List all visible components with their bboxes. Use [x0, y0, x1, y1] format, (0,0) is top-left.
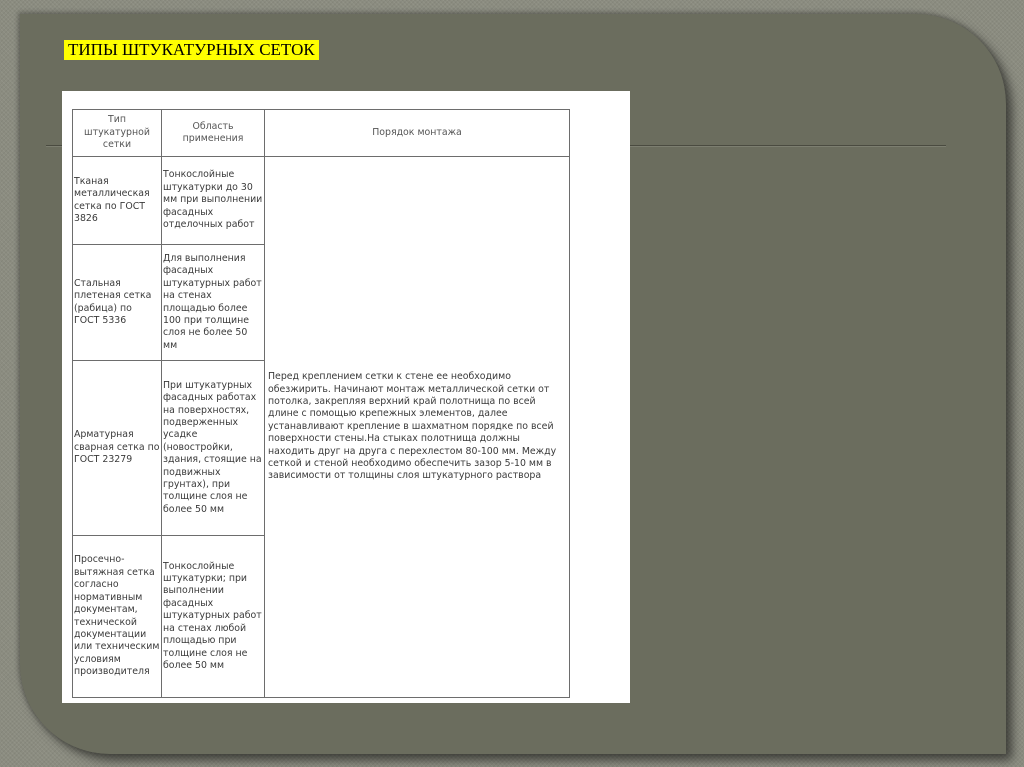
slide-title: ТИПЫ ШТУКАТУРНЫХ СЕТОК [64, 40, 319, 60]
cell-mesh-type: Тканая металлическая сетка по ГОСТ 3826 [73, 157, 162, 245]
table-header-row [73, 110, 570, 157]
table-row [73, 157, 570, 245]
header-application: Область применения [162, 110, 265, 157]
cell-mesh-type: Стальная плетеная сетка (рабица) по ГОСТ 5336 [73, 245, 162, 361]
cell-application: При штукатурных фасадных работах на поверхностях, подверженных усадке (новостройки, здания, стоящие на подвижных грунтах), при толщине слоя не более 50 мм [162, 361, 265, 536]
cell-application: Тонкослойные штукатурки; при выполнении фасадных штукатурных работ на стенах любой площадью при толщине слоя не более 50 мм [162, 536, 265, 698]
cell-installation: Перед креплением сетки к стене ее необходимо обезжирить. Начинают монтаж металлической сетки от потолка, закрепляя верхний край полотнища по всей длине с помощью крепежных элементов, далее устанавливают крепление в шахматном порядке по всей поверхности стены.На стыках полотнища должны находить друг на друга с перехлестом 80-100 мм. Между сеткой и стеной необходимо обеспечить зазор 5-10 мм в зависимости от толщины слоя штукатурного раствора [265, 157, 570, 698]
mesh-types-table [72, 109, 570, 698]
header-mesh-type: Тип штукатурной сетки [73, 110, 162, 157]
document-image [62, 91, 630, 703]
cell-mesh-type: Арматурная сварная сетка по ГОСТ 23279 [73, 361, 162, 536]
cell-application: Для выполнения фасадных штукатурных работ на стенах площадью более 100 при толщине слоя не более 50 мм [162, 245, 265, 361]
header-installation: Порядок монтажа [265, 110, 570, 157]
cell-mesh-type: Просечно-вытяжная сетка согласно нормативным документам, технической документации или техническим условиям производителя [73, 536, 162, 698]
cell-application: Тонкослойные штукатурки до 30 мм при выполнении фасадных отделочных работ [162, 157, 265, 245]
